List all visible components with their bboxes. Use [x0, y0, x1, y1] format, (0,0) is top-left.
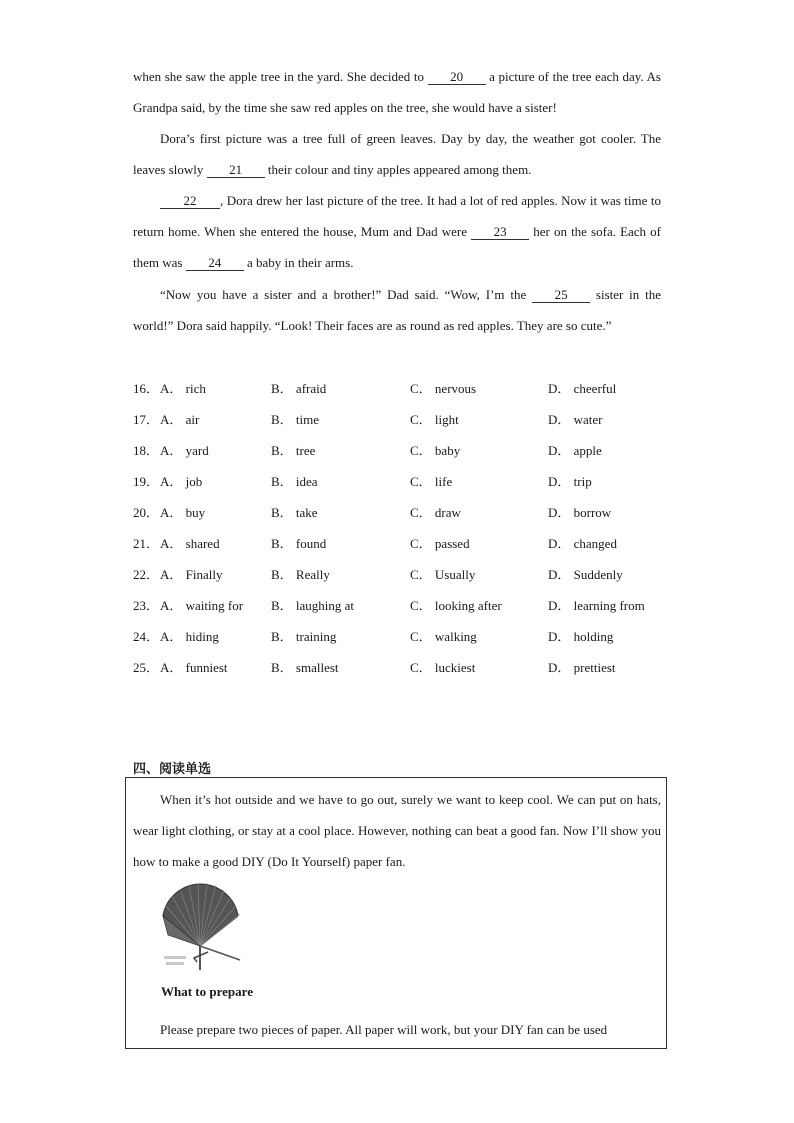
- reading-paragraph-2: Please prepare two pieces of paper. All paper will work, but your DIY fan can be used: [160, 1022, 608, 1037]
- option-c: C． nervous: [410, 381, 477, 396]
- passage-paragraph-3: [133, 185, 661, 278]
- option-b: B． training: [271, 629, 337, 644]
- option-d: D． apple: [548, 443, 602, 458]
- question-row: [133, 435, 673, 466]
- option-a: A． hiding: [160, 629, 219, 644]
- blank-24: 24: [186, 256, 244, 271]
- option-c: C． light: [410, 412, 459, 427]
- reading-paragraph-1: When it’s hot outside and we have to go out, surely we want to keep cool. We can put on hats, wear light clothing, or stay at a cool place. However, nothing can beat a good fan. Now I’ll show you how to make a good DIY (Do It Yourself) paper fan.: [133, 792, 661, 869]
- text: a baby in their arms.: [243, 255, 354, 270]
- option-b: B． tree: [271, 443, 316, 458]
- question-number: 19．: [133, 474, 160, 489]
- option-c: C． Usually: [410, 567, 476, 582]
- option-a: A． air: [160, 412, 200, 427]
- blank-20: 20: [428, 70, 486, 85]
- option-b: B． idea: [271, 474, 318, 489]
- what-to-prepare-heading: What to prepare: [161, 984, 253, 999]
- option-a: A． waiting for: [160, 598, 244, 613]
- text: a picture of the tree each day. As Grandpa said, by the time she saw red apples on the tree, she would have a sister!: [133, 69, 661, 115]
- option-b: B． smallest: [271, 660, 339, 675]
- option-d: D． prettiest: [548, 660, 616, 675]
- option-b: B． Really: [271, 567, 330, 582]
- blank-23: 23: [471, 225, 529, 240]
- passage-paragraph-2: [133, 123, 661, 185]
- blank-25: 25: [532, 288, 590, 303]
- question-row: [133, 466, 673, 497]
- option-c: C． draw: [410, 505, 461, 520]
- question-number: 21．: [133, 536, 160, 551]
- question-row: [133, 559, 673, 590]
- option-c: C． life: [410, 474, 453, 489]
- option-d: D． trip: [548, 474, 592, 489]
- text: , Dora drew her last picture of the tree. It had a lot of red apples. Now it was time to return home. When she entered the house, Mum and Dad were: [133, 193, 661, 239]
- option-a: A． funniest: [160, 660, 228, 675]
- option-d: D． holding: [548, 629, 614, 644]
- option-d: D． water: [548, 412, 603, 427]
- option-d: D． Suddenly: [548, 567, 623, 582]
- passage-paragraph-1: [133, 61, 661, 123]
- option-b: B． afraid: [271, 381, 327, 396]
- text: Dora’s first picture was a tree full of green leaves. Day by day, the weather got cooler. The leaves slowly: [133, 131, 661, 177]
- option-c: C． looking after: [410, 598, 502, 613]
- question-row: [133, 621, 673, 652]
- reading-passage-box: [125, 777, 667, 1049]
- option-c: C． walking: [410, 629, 477, 644]
- option-a: A． shared: [160, 536, 220, 551]
- option-a: A． job: [160, 474, 203, 489]
- option-b: B． take: [271, 505, 318, 520]
- text: sister in the world!” Dora said happily. “Look! Their faces are as round as red apples. They are so cute.”: [133, 287, 661, 333]
- text: her on the sofa. Each of them was: [133, 224, 662, 270]
- question-number: 25．: [133, 660, 160, 675]
- question-number: 17．: [133, 412, 160, 427]
- paper-fan-image: [160, 880, 246, 972]
- blank-22: 22: [160, 194, 220, 209]
- text: when she saw the apple tree in the yard. She decided to: [133, 69, 428, 84]
- passage-paragraph-4: [133, 279, 661, 341]
- text: their colour and tiny apples appeared among them.: [264, 162, 532, 177]
- option-d: D． learning from: [548, 598, 645, 613]
- option-a: A． yard: [160, 443, 209, 458]
- question-number: 22．: [133, 567, 160, 582]
- blank-21: 21: [207, 163, 265, 178]
- question-row: [133, 404, 673, 435]
- question-number: 24．: [133, 629, 160, 644]
- question-row: [133, 528, 673, 559]
- question-number: 20．: [133, 505, 160, 520]
- option-b: B． found: [271, 536, 327, 551]
- question-row: [133, 652, 673, 683]
- answer-options: [133, 373, 673, 683]
- option-d: D． borrow: [548, 505, 612, 520]
- option-a: A． rich: [160, 381, 206, 396]
- option-b: B． time: [271, 412, 320, 427]
- question-number: 23．: [133, 598, 160, 613]
- option-a: A． buy: [160, 505, 206, 520]
- option-b: B． laughing at: [271, 598, 355, 613]
- option-c: C． baby: [410, 443, 461, 458]
- option-c: C． luckiest: [410, 660, 476, 675]
- option-a: A． Finally: [160, 567, 223, 582]
- question-row: [133, 497, 673, 528]
- text: “Now you have a sister and a brother!” Dad said. “Wow, I’m the: [160, 287, 533, 302]
- question-number: 18．: [133, 443, 160, 458]
- section-title: 四、阅读单选: [133, 762, 212, 777]
- option-c: C． passed: [410, 536, 470, 551]
- question-number: 16．: [133, 381, 160, 396]
- question-row: [133, 590, 673, 621]
- option-d: D． changed: [548, 536, 617, 551]
- question-row: [133, 373, 673, 404]
- option-d: D． cheerful: [548, 381, 617, 396]
